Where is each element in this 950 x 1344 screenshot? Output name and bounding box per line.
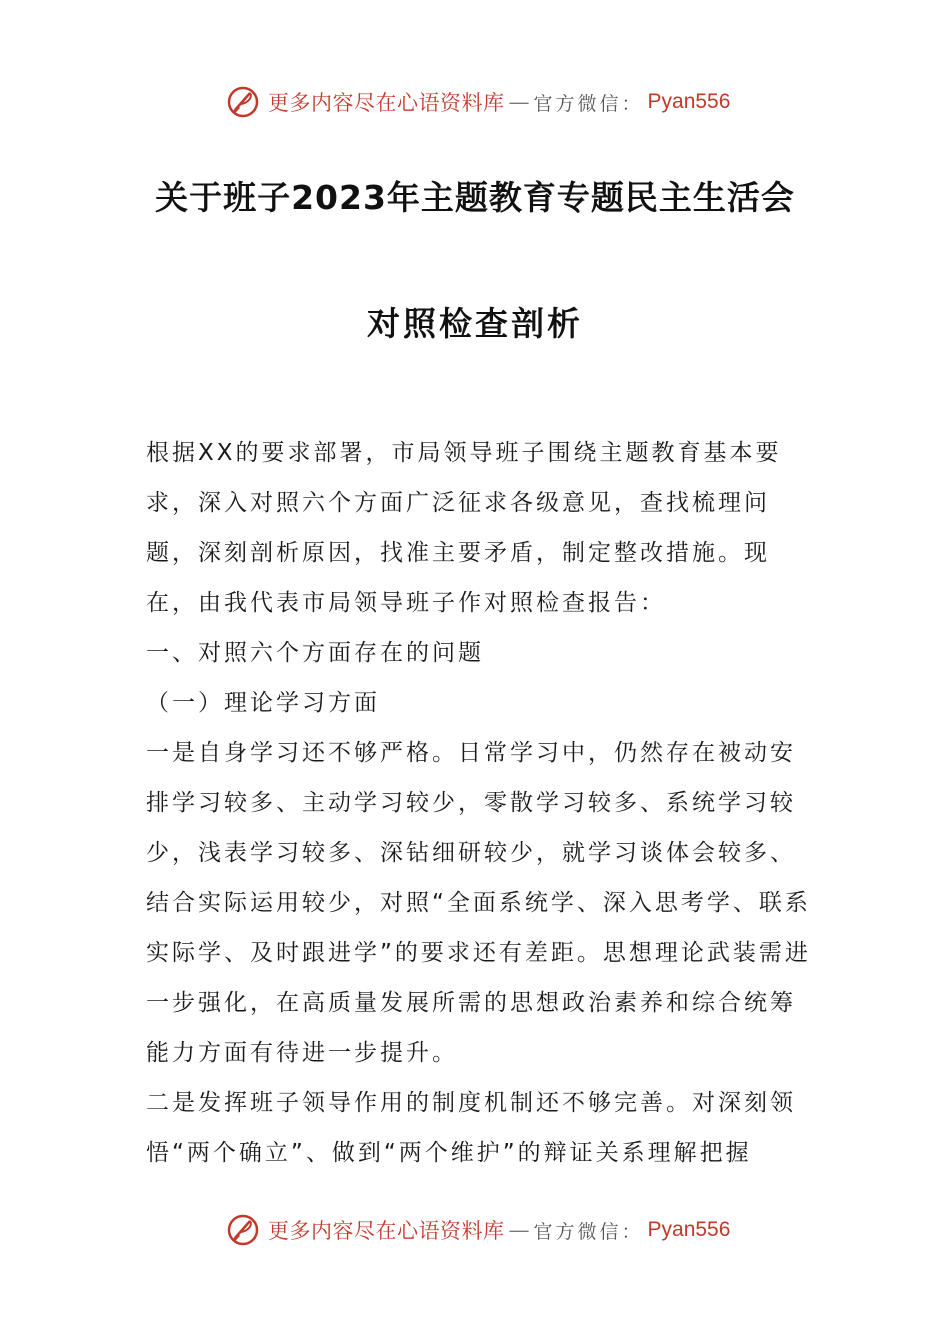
watermark-banner-top — [226, 82, 730, 122]
body-paragraph-intro: 根据XX的要求部署，市局领导班子围绕主题教育基本要求，深入对照六个方面广泛征求各级意见，查找梳理问题，深刻剖析原因，找准主要矛盾，制定整改措施。现在，由我代表市局领导班子作对照检查报告： — [146, 440, 782, 616]
body-paragraph-point-1: 一是自身学习还不够严格。日常学习中，仍然存在被动安排学习较多、主动学习较少，零散学习较多、系统学习较少，浅表学习较多、深钻细研较少，就学习谈体会较多、结合实际运用较少，对照“全面系统学、深入思考学、联系实际学、及时跟进学”的要求还有差距。思想理论武装需进一步强化，在高质量发展所需的思想政治素养和综合统筹能力方面有待进一步提升。 — [146, 740, 811, 1066]
subsection-heading-1: （一）理论学习方面 — [146, 690, 380, 716]
banner-main-text: 更多内容尽在心语资料库 — [268, 1219, 505, 1243]
document-title-line-2: 对照检查剖析 — [367, 304, 583, 343]
body-paragraph-point-2: 二是发挥班子领导作用的制度机制还不够完善。对深刻领悟“两个确立”、做到“两个维护”的辩证关系理解把握 — [146, 1090, 796, 1166]
document-title-line-1: 关于班子2023年主题教育专题民主生活会 — [155, 178, 795, 217]
banner-wechat-id: Pyan556 — [647, 90, 731, 113]
banner-wechat-label: 官方微信： — [533, 1220, 644, 1243]
banner-wechat-id: Pyan556 — [647, 1218, 731, 1241]
section-heading-1: 一、对照六个方面存在的问题 — [146, 640, 484, 666]
banner-separator: — — [508, 90, 530, 114]
watermark-banner-bottom — [226, 1210, 730, 1250]
banner-separator: — — [508, 1218, 530, 1242]
document-body — [146, 428, 816, 1178]
quill-logo-icon — [226, 1213, 260, 1247]
quill-logo-icon — [226, 85, 260, 119]
banner-wechat-label: 官方微信： — [533, 92, 644, 115]
banner-main-text: 更多内容尽在心语资料库 — [268, 91, 505, 115]
